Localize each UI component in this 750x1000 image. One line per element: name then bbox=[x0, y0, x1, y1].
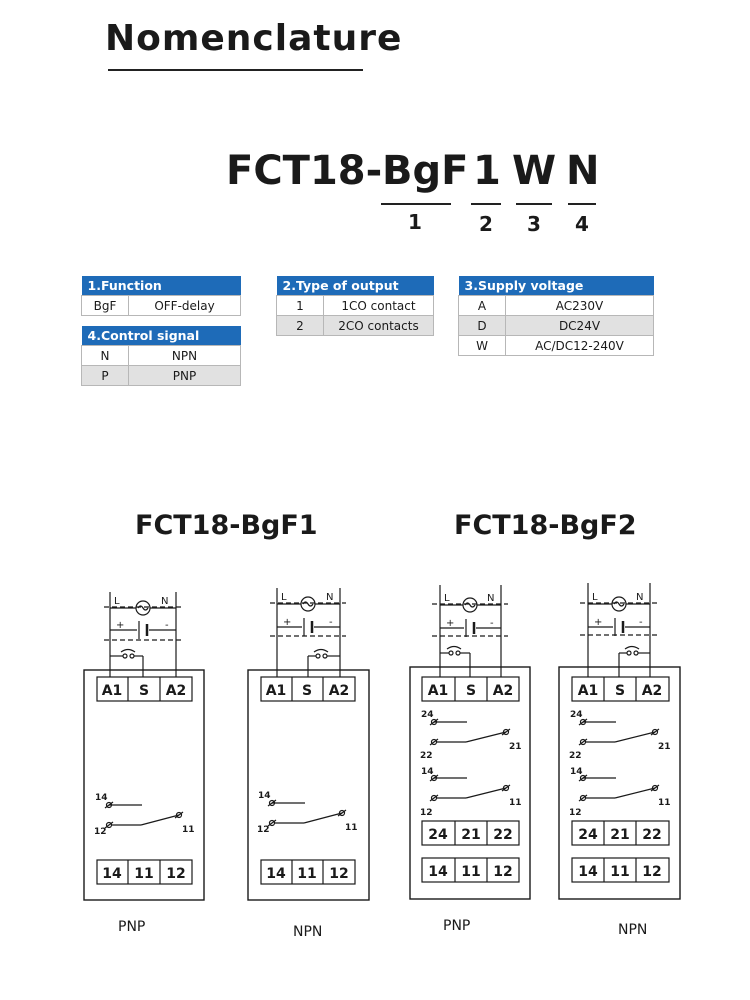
contact-label: 12 bbox=[257, 825, 270, 835]
model-part-number: 4 bbox=[575, 212, 589, 236]
contact-label: 14 bbox=[570, 767, 583, 777]
supply-label-minus: - bbox=[639, 617, 643, 628]
supply-label-live: L bbox=[281, 592, 287, 603]
terminal-14: 14 bbox=[428, 864, 448, 880]
terminal-s: S bbox=[465, 683, 477, 699]
table-cell: AC/DC12-240V bbox=[506, 336, 654, 356]
contact-label: 11 bbox=[345, 823, 358, 833]
terminal-11: 11 bbox=[297, 866, 317, 882]
table-cell: A bbox=[459, 296, 506, 316]
table-cell: P bbox=[82, 366, 129, 386]
terminal-11: 11 bbox=[610, 864, 630, 880]
table-header: 4.Control signal bbox=[82, 326, 241, 346]
supply-label-live: L bbox=[114, 596, 120, 607]
table-cell: OFF-delay bbox=[129, 296, 241, 316]
terminal-s: S bbox=[614, 683, 626, 699]
terminal-21: 21 bbox=[610, 827, 630, 843]
table-header: 2.Type of output bbox=[277, 276, 434, 296]
table-header: 1.Function bbox=[82, 276, 241, 296]
terminal-a1: A1 bbox=[427, 683, 449, 699]
terminal-s: S bbox=[138, 683, 150, 699]
terminal-a2: A2 bbox=[165, 683, 187, 699]
terminal-24: 24 bbox=[428, 827, 448, 843]
caption-pnp: PNP bbox=[443, 918, 471, 934]
contact-label: 14 bbox=[421, 767, 434, 777]
contact-label: 22 bbox=[420, 751, 433, 761]
contact-label: 14 bbox=[258, 791, 271, 801]
supply-label-minus: - bbox=[329, 617, 333, 628]
terminal-24: 24 bbox=[578, 827, 598, 843]
contact-label: 22 bbox=[569, 751, 582, 761]
terminal-11: 11 bbox=[461, 864, 481, 880]
caption-npn: NPN bbox=[293, 924, 323, 940]
table-cell: 2CO contacts bbox=[324, 316, 434, 336]
contact-label: 14 bbox=[95, 793, 108, 803]
table-cell: PNP bbox=[129, 366, 241, 386]
table-cell: D bbox=[459, 316, 506, 336]
model-part-output: 1 bbox=[473, 148, 501, 194]
table-cell: NPN bbox=[129, 346, 241, 366]
table-cell: N bbox=[82, 346, 129, 366]
terminal-12: 12 bbox=[493, 864, 513, 880]
table-cell: 1CO contact bbox=[324, 296, 434, 316]
model-part-number: 1 bbox=[408, 210, 422, 234]
contact-label: 12 bbox=[94, 827, 107, 837]
wiring-diagram-bgf1-pnp bbox=[84, 592, 204, 900]
terminal-22: 22 bbox=[642, 827, 662, 843]
model-part-number: 2 bbox=[479, 212, 493, 236]
table-header: 3.Supply voltage bbox=[459, 276, 654, 296]
supply-label-plus: + bbox=[283, 617, 292, 628]
supply-label-minus: - bbox=[165, 620, 169, 631]
supply-label-minus: - bbox=[490, 618, 494, 629]
model-part-number: 3 bbox=[527, 212, 541, 236]
table-cell: W bbox=[459, 336, 506, 356]
model-part-supply: W bbox=[512, 148, 557, 194]
supply-label-neutral: N bbox=[161, 596, 169, 607]
table-cell: 2 bbox=[277, 316, 324, 336]
contact-label: 12 bbox=[569, 808, 582, 818]
terminal-a1: A1 bbox=[101, 683, 123, 699]
diagram-title-bgf1: FCT18-BgF1 bbox=[135, 510, 318, 541]
terminal-12: 12 bbox=[329, 866, 349, 882]
supply-label-plus: + bbox=[116, 620, 125, 631]
table-cell: AC230V bbox=[506, 296, 654, 316]
terminal-14: 14 bbox=[102, 866, 122, 882]
supply-label-neutral: N bbox=[326, 592, 334, 603]
terminal-a1: A1 bbox=[265, 683, 287, 699]
wiring-diagram-bgf2-npn bbox=[559, 583, 680, 899]
contact-label: 21 bbox=[509, 742, 522, 752]
terminal-12: 12 bbox=[642, 864, 662, 880]
contact-label: 24 bbox=[570, 710, 583, 720]
terminal-s: S bbox=[301, 683, 313, 699]
terminal-a2: A2 bbox=[328, 683, 350, 699]
table-cell: DC24V bbox=[506, 316, 654, 336]
terminal-11: 11 bbox=[134, 866, 154, 882]
page-title: Nomenclature bbox=[105, 18, 403, 59]
diagram-title-bgf2: FCT18-BgF2 bbox=[454, 510, 637, 541]
model-prefix: FCT18- bbox=[226, 148, 383, 194]
terminal-21: 21 bbox=[461, 827, 481, 843]
contact-label: 11 bbox=[658, 798, 671, 808]
terminal-a1: A1 bbox=[577, 683, 599, 699]
model-part-function: BgF bbox=[382, 148, 469, 194]
table-cell: 1 bbox=[277, 296, 324, 316]
terminal-14: 14 bbox=[578, 864, 598, 880]
terminal-14: 14 bbox=[266, 866, 286, 882]
supply-label-live: L bbox=[444, 593, 450, 604]
caption-npn: NPN bbox=[618, 922, 648, 938]
model-part-control: N bbox=[566, 148, 600, 194]
contact-label: 12 bbox=[420, 808, 433, 818]
terminal-12: 12 bbox=[166, 866, 186, 882]
supply-label-live: L bbox=[592, 592, 598, 603]
supply-label-neutral: N bbox=[487, 593, 495, 604]
table-cell: BgF bbox=[82, 296, 129, 316]
supply-label-plus: + bbox=[594, 617, 603, 628]
supply-label-neutral: N bbox=[636, 592, 644, 603]
contact-label: 11 bbox=[182, 825, 195, 835]
contact-label: 24 bbox=[421, 710, 434, 720]
terminal-a2: A2 bbox=[641, 683, 663, 699]
terminal-a2: A2 bbox=[492, 683, 514, 699]
contact-label: 11 bbox=[509, 798, 522, 808]
caption-pnp: PNP bbox=[118, 919, 146, 935]
wiring-diagram-bgf1-npn bbox=[248, 588, 369, 900]
terminal-22: 22 bbox=[493, 827, 513, 843]
supply-label-plus: + bbox=[446, 618, 455, 629]
contact-label: 21 bbox=[658, 742, 671, 752]
